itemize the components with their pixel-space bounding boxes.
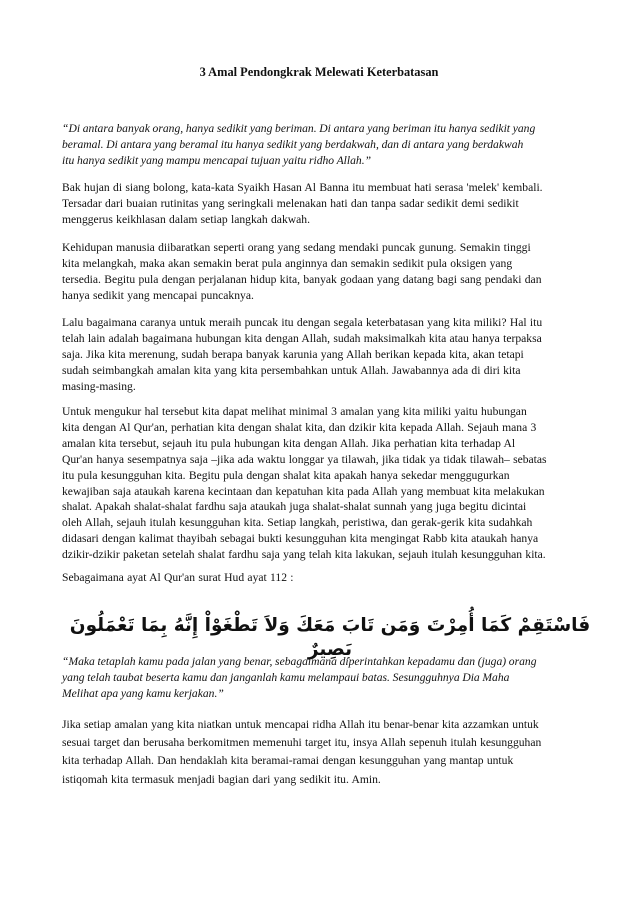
paragraph-line: didasari dengan kalimat thayibah sebagai bukti kesungguhan kita mengingat Rabb kita ataukah hanya [62,532,539,546]
translation-line: yang telah taubat beserta kamu dan janganlah kamu melampaui batas. Sesungguhnya Dia Maha [62,670,510,684]
translation-line: Melihat apa yang kamu kerjakan.” [62,686,224,700]
closing-line: Jika setiap amalan yang kita niatkan untuk mencapai ridha Allah itu benar-benar kita azzamkan untuk [62,718,539,731]
paragraph-line: tersedia. Begitu pula dengan perjalanan hidup kita, banyak godaan yang datang bagi sang pendaki dan [62,272,542,286]
ayat-intro-text: Sebagaimana ayat Al Qur'an surat Hud ayat 112 : [62,571,294,584]
quote-line: beramal. Di antara yang beramal itu hanya sedikit yang berdakwah, dan di antara yang berdakwah [62,137,524,151]
paragraph-line: kewajiban saja ataukah karena kecintaan dan kepatuhan kita pada Allah yang membuat kita melakukan [62,484,545,498]
paragraph-line: Untuk mengukur hal tersebut kita dapat melihat minimal 3 amalan yang kita miliki yaitu hubungan [62,405,527,418]
paragraph-line: kita melangkah, maka akan semakin berat pula anginnya dan semakin sedikit pula oksigen yang [62,256,513,270]
opening-quote [62,121,598,169]
paragraph-line: Tersadar dari buaian rutinitas yang seringkali melenakan hati dan tanpa sadar sedikit demi sedikit [62,196,519,210]
ayat-intro [62,570,598,586]
paragraph-3 [62,315,598,395]
quote-line: itu hanya sedikit yang mampu mencapai tujuan yaitu ridho Allah.” [62,153,372,167]
paragraph-line: sudah seimbangkah amalan kita yang kita persembahkan untuk Allah. Jawabannya ada di diri kita [62,363,521,377]
closing-line: sesuai target dan berusaha berkomitmen memenuhi target itu, insya Allah sepenuh itulah kesungguhan [62,736,542,750]
paragraph-line: dzikir-dzikir paketan setelah shalat fardhu saja yang telah kita lakukan, sejauh itulah kesungguhan kita. [62,548,546,562]
paragraph-2 [62,240,598,304]
paragraph-1 [62,180,598,228]
paragraph-line: itu pula kesungguhan kita. Begitu pula dengan shalat kita apakah hanya sekedar menggugurkan [62,468,510,482]
verse-translation [62,654,598,702]
quote-line: “Di antara banyak orang, hanya sedikit yang beriman. Di antara yang beriman itu hanya sedikit yang [62,122,536,135]
paragraph-line: Kehidupan manusia diibaratkan seperti orang yang sedang mendaki puncak gunung. Semakin tinggi [62,241,531,254]
paragraph-line: hanya sedikit yang mencapai puncaknya. [62,288,254,302]
paragraph-line: saja. Jika kita merenung, sudah berapa banyak karunia yang Allah berikan kepada kita, akan tetapi [62,347,524,361]
paragraph-line: amalan kita tersebut, sejauh itu pula hubungan kita dengan Allah. Jika perhatian kita terhadap Al [62,436,516,450]
paragraph-line: shalat. Apakah shalat-shalat fardhu saja ataukah juga shalat-shalat sunnah yang juga begitu dicintai [62,500,527,514]
paragraph-line: Qur'an hanya sesempatnya saja –jika ada waktu longgar ya tilawah, jika tidak ya tidak tilawah– sebatas [62,452,547,466]
paragraph-line: kita dengan Al Qur'an, perhatian kita dengan shalat kita, dan dzikir kita kepada Allah. Sejauh mana 3 [62,420,537,434]
closing-line: istiqomah kita termasuk menjadi bagian dari yang sedikit itu. Amin. [62,772,381,786]
document-title: 3 Amal Pendongkrak Melewati Keterbatasan [199,65,439,79]
paragraph-line: Bak hujan di siang bolong, kata-kata Syaikh Hasan Al Banna itu membuat hati serasa 'melek' kembali. [62,181,543,194]
arabic-verse: فَاسْتَقِمْ كَمَا أُمِرْتَ وَمَن تَابَ مَعَكَ وَلاَ تَطْغَوْاْ إِنَّهُ بِمَا تَعْمَلُونَ بَصِيرٌ [69,615,591,660]
closing-paragraph [62,716,598,789]
paragraph-line: telah lain adalah bagaimana hubungan kita dengan Allah, sudah maksimalkah kita atau hanya terpaksa [62,331,542,345]
paragraph-line: Lalu bagaimana caranya untuk meraih puncak itu dengan segala keterbatasan yang kita miliki? Hal itu [62,316,543,329]
paragraph-line: masing-masing. [62,379,136,393]
paragraph-line: oleh Allah, sejauh itulah kesungguhan kita. Setiap langkah, peristiwa, dan gerak-gerik kita sudahkah [62,516,533,530]
paragraph-4 [62,404,598,563]
translation-line: “Maka tetaplah kamu pada jalan yang benar, sebagaimana diperintahkan kepadamu dan (juga) orang [62,655,537,668]
paragraph-line: menggerus keikhlasan dalam setiap langkah dakwah. [62,212,310,226]
closing-line: kita terhadap Allah. Dan hendaklah kita beramai-ramai dengan kesungguhan yang mantap untuk [62,754,514,768]
